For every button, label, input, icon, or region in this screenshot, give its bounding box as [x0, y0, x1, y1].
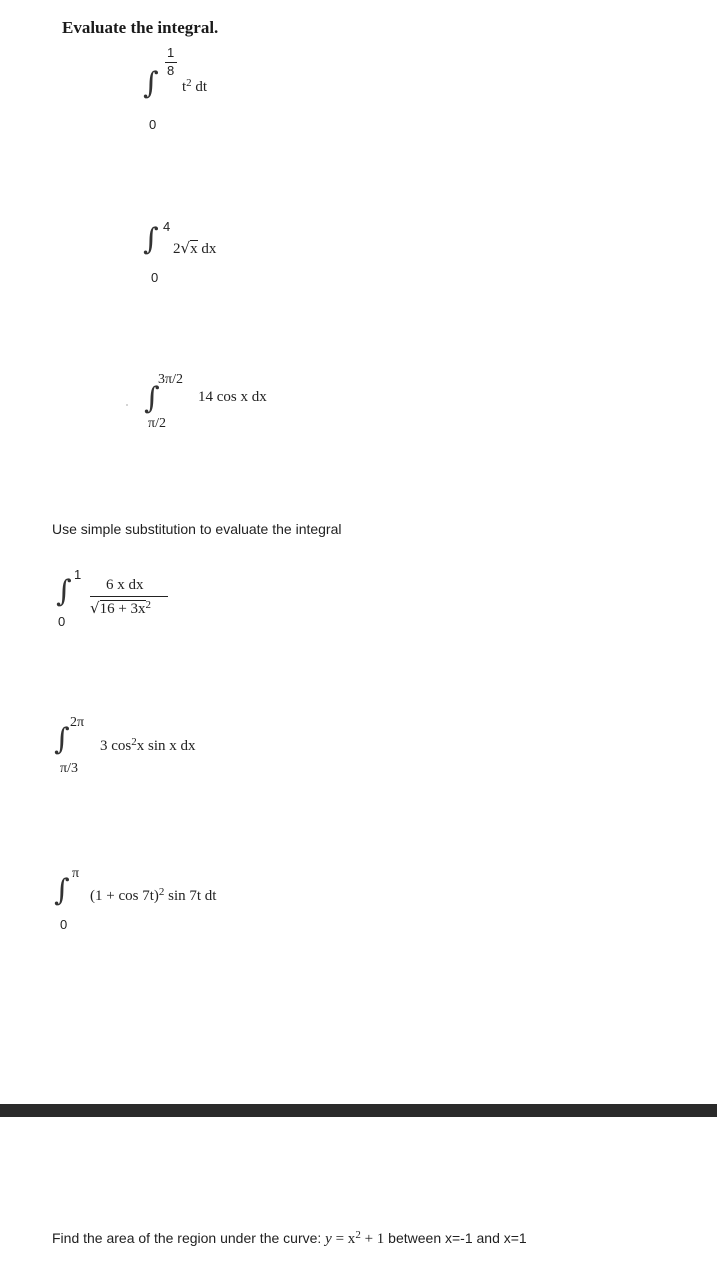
section-heading: Evaluate the integral. [62, 18, 219, 37]
lower-limit: 0 [58, 614, 66, 629]
integral-problem-4 [56, 567, 196, 637]
upper-limit: 2π [70, 715, 85, 730]
upper-limit: 1 [74, 567, 82, 582]
integral-sign: ∫ [144, 381, 160, 416]
lower-limit: 0 [60, 917, 68, 932]
upper-limit: 4 [163, 219, 171, 234]
integral-sign: ∫ [54, 722, 70, 757]
integral-problem-1 [143, 45, 263, 135]
speck [126, 404, 128, 406]
integrand: 3 $\cos^2x$ sin x dx [100, 736, 196, 754]
lower-limit: π/3 [60, 761, 78, 776]
integral-problem-5 [54, 715, 234, 775]
substitution-instruction: Use simple substitution to evaluate the integral [52, 521, 342, 537]
upper-limit-numerator: 1 [167, 45, 175, 60]
upper-limit: 3π/2 [158, 372, 183, 387]
integral-problem-2 [143, 215, 273, 290]
integral-problem-3 [144, 370, 294, 440]
integral-problem-6 [54, 866, 264, 936]
integrand: $(1 + \cos 7t)^2$ sin 7t dt [90, 886, 217, 904]
lower-limit: π/2 [148, 416, 166, 431]
area-question: Find the area of the region under the curve: $y = x^2 + 1$ between x=-1 and x=1 [52, 1229, 527, 1247]
integrand: 2√x dx [173, 239, 217, 257]
integral-sign: ∫ [56, 574, 72, 609]
lower-limit: 0 [151, 270, 159, 285]
page-separator-bar [0, 1104, 717, 1117]
fraction-bar [90, 596, 168, 597]
fraction-denominator: $√16 + 3x^2$ [90, 599, 152, 617]
upper-limit-denominator: 8 [167, 63, 175, 78]
integral-sign: ∫ [143, 222, 159, 257]
integrand: 14 cos x dx [198, 389, 267, 405]
integrand: $t^2$ dt [182, 77, 208, 95]
lower-limit: 0 [149, 117, 157, 132]
integral-sign: ∫ [143, 66, 159, 101]
integral-sign: ∫ [54, 873, 70, 908]
fraction-numerator: 6 x dx [106, 577, 144, 593]
upper-limit: π [72, 866, 80, 881]
